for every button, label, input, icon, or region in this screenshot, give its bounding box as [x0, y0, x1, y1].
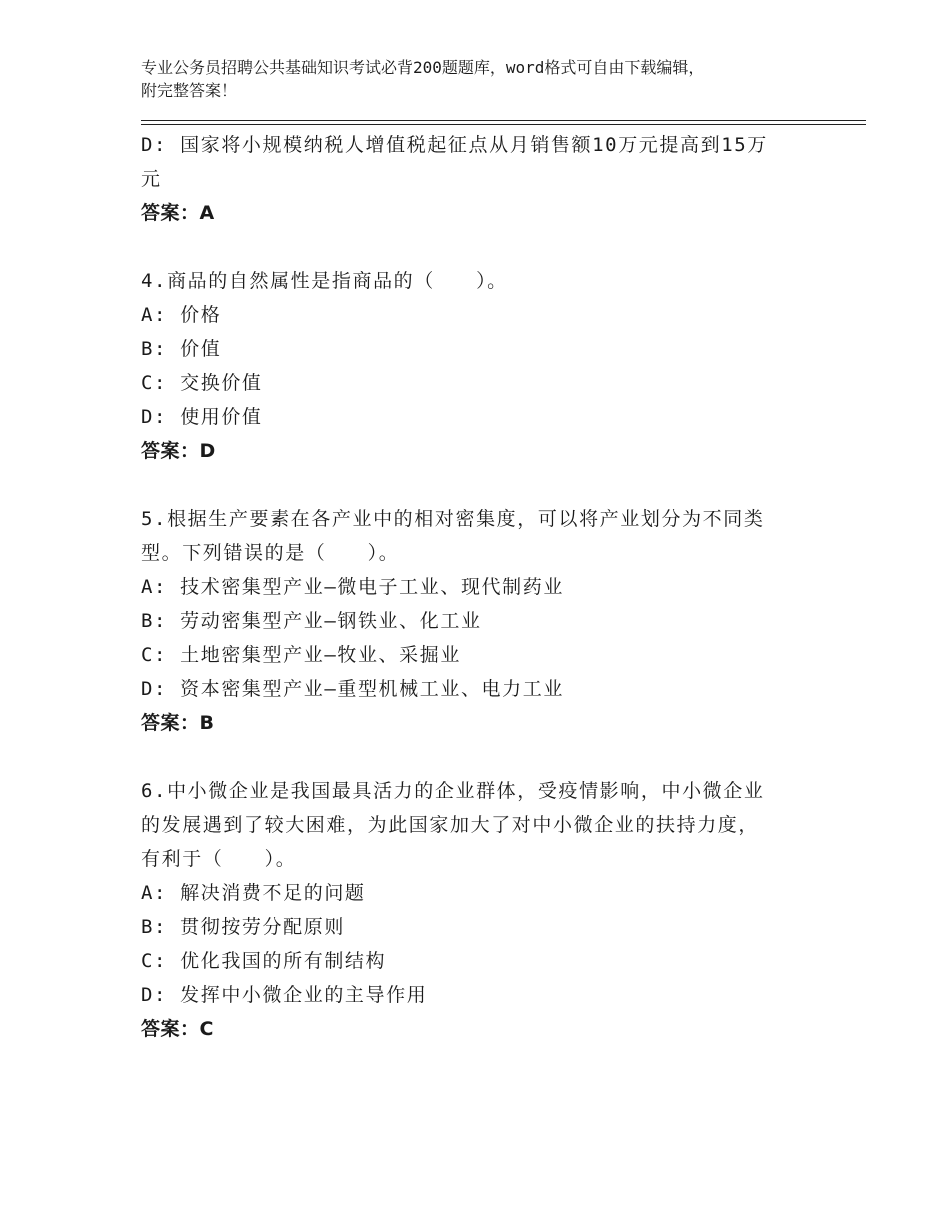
option-d-continued: 元: [141, 168, 162, 190]
option-c: C: 土地密集型产业—牧业、采掘业: [141, 644, 461, 666]
answer-label: 答案：C: [141, 1018, 214, 1040]
option-b: B: 贯彻按劳分配原则: [141, 916, 345, 938]
option-b: B: 价值: [141, 338, 222, 360]
answer-label: 答案：B: [141, 712, 215, 734]
question-stem-continued: 的发展遇到了较大困难，为此国家加大了对中小微企业的扶持力度，: [141, 814, 760, 836]
option-c: C: 优化我国的所有制结构: [141, 950, 387, 972]
question-list: [141, 128, 811, 1046]
answer-label: 答案：A: [141, 202, 215, 224]
spacer: [141, 230, 811, 264]
header-title-line-1: 专业公务员招聘公共基础知识考试必背200题题库，word格式可自由下载编辑，: [141, 58, 705, 77]
option-a: A: 价格: [141, 304, 222, 326]
question-stem: 4.商品的自然属性是指商品的（ ）。: [141, 270, 508, 292]
option-d: D: 使用价值: [141, 406, 263, 428]
question-3-tail: [141, 128, 811, 230]
question-stem-continued: 型。下列错误的是（ ）。: [141, 542, 400, 564]
question-4: [141, 264, 811, 468]
header-title-line-2: 附完整答案！: [141, 81, 238, 100]
option-a: A: 技术密集型产业—微电子工业、现代制药业: [141, 576, 564, 598]
page-header: [141, 56, 821, 102]
option-c: C: 交换价值: [141, 372, 263, 394]
answer-label: 答案：D: [141, 440, 216, 462]
question-stem: 6.中小微企业是我国最具活力的企业群体，受疫情影响，中小微企业: [141, 780, 765, 802]
question-stem: 5.根据生产要素在各产业中的相对密集度，可以将产业划分为不同类: [141, 508, 765, 530]
option-a: A: 解决消费不足的问题: [141, 882, 366, 904]
option-b: B: 劳动密集型产业—钢铁业、化工业: [141, 610, 482, 632]
spacer: [141, 468, 811, 502]
question-6: [141, 774, 811, 1046]
option-d: D: 发挥中小微企业的主导作用: [141, 984, 428, 1006]
option-d: D: 国家将小规模纳税人增值税起征点从月销售额10万元提高到15万: [141, 134, 768, 156]
header-double-rule: [141, 120, 866, 125]
question-5: [141, 502, 811, 740]
option-d: D: 资本密集型产业—重型机械工业、电力工业: [141, 678, 564, 700]
spacer: [141, 740, 811, 774]
question-stem-continued: 有利于（ ）。: [141, 848, 297, 870]
